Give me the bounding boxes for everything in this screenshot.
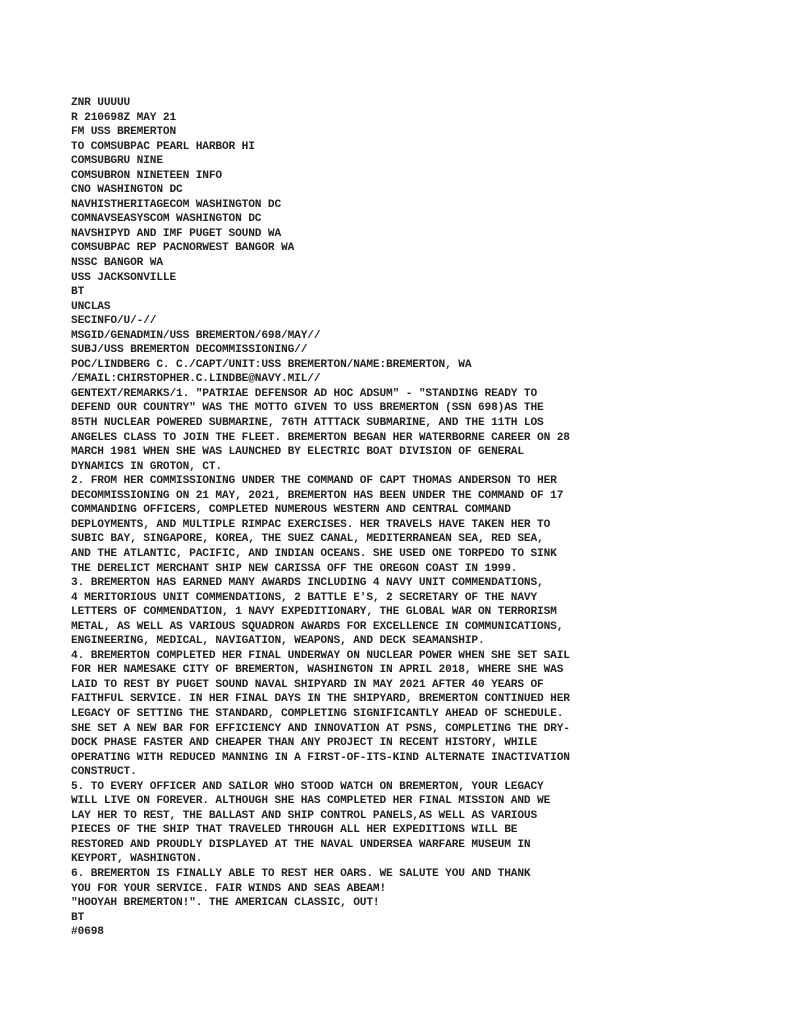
- body-line: 85TH NUCLEAR POWERED SUBMARINE, 76TH ATTTACK SUBMARINE, AND THE 11TH LOS: [71, 417, 544, 430]
- body-line: OPERATING WITH REDUCED MANNING IN A FIRST-OF-ITS-KIND ALTERNATE INACTIVATION: [71, 751, 570, 764]
- addressee-line: NAVHISTHERITAGECOM WASHINGTON DC: [71, 198, 282, 211]
- body-line: METAL, AS WELL AS VARIOUS SQUADRON AWARDS FOR EXCELLENCE IN COMMUNICATIONS,: [71, 620, 564, 633]
- body-line: ENGINEERING, MEDICAL, NAVIGATION, WEAPONS, AND DECK SEAMANSHIP.: [71, 635, 485, 648]
- body-line: CONSTRUCT.: [71, 766, 137, 779]
- naval-message: [71, 96, 771, 940]
- poc-line: POC/LINDBERG C. C./CAPT/UNIT:USS BREMERTON/NAME:BREMERTON, WA: [71, 358, 472, 371]
- addressee-line: USS JACKSONVILLE: [71, 271, 177, 284]
- message-serial: #0698: [71, 926, 104, 939]
- body-line: COMMANDING OFFICERS, COMPLETED NUMEROUS WESTERN AND CENTRAL COMMAND: [71, 504, 511, 517]
- subject-line: SUBJ/USS BREMERTON DECOMMISSIONING//: [71, 344, 308, 357]
- body-line: LAY HER TO REST, THE BALLAST AND SHIP CONTROL PANELS,AS WELL AS VARIOUS: [71, 809, 538, 822]
- body-line: DEPLOYMENTS, AND MULTIPLE RIMPAC EXERCISES. HER TRAVELS HAVE TAKEN HER TO: [71, 518, 551, 531]
- break-text-close: BT: [71, 911, 85, 924]
- body-line: LAID TO REST BY PUGET SOUND NAVAL SHIPYARD IN MAY 2021 AFTER 40 YEARS OF: [71, 678, 544, 691]
- body-line: "HOOYAH BREMERTON!". THE AMERICAN CLASSIC, OUT!: [71, 897, 380, 910]
- addressee-line: NAVSHIPYD AND IMF PUGET SOUND WA: [71, 227, 282, 240]
- body-line: SUBIC BAY, SINGAPORE, KOREA, THE SUEZ CANAL, MEDITERRANEAN SEA, RED SEA,: [71, 533, 544, 546]
- addressee-line: CNO WASHINGTON DC: [71, 184, 183, 197]
- body-line: GENTEXT/REMARKS/1. "PATRIAE DEFENSOR AD HOC ADSUM" - "STANDING READY TO: [71, 387, 538, 400]
- body-line: YOU FOR YOUR SERVICE. FAIR WINDS AND SEAS ABEAM!: [71, 882, 387, 895]
- msgid-line: MSGID/GENADMIN/USS BREMERTON/698/MAY//: [71, 329, 321, 342]
- body-line: LEGACY OF SETTING THE STANDARD, COMPLETING SIGNIFICANTLY AHEAD OF SCHEDULE.: [71, 707, 564, 720]
- from-line: FM USS BREMERTON: [71, 126, 177, 139]
- classification: UNCLAS: [71, 300, 111, 313]
- secinfo-line: SECINFO/U/-//: [71, 315, 157, 328]
- date-time-group: R 210698Z MAY 21: [71, 111, 177, 124]
- body-line: PIECES OF THE SHIP THAT TRAVELED THROUGH ALL HER EXPEDITIONS WILL BE: [71, 824, 518, 837]
- body-line: 4. BREMERTON COMPLETED HER FINAL UNDERWAY ON NUCLEAR POWER WHEN SHE SET SAIL: [71, 649, 570, 662]
- body-line: RESTORED AND PROUDLY DISPLAYED AT THE NAVAL UNDERSEA WARFARE MUSEUM IN: [71, 838, 531, 851]
- break-text-open: BT: [71, 286, 85, 299]
- body-line: LETTERS OF COMMENDATION, 1 NAVY EXPEDITIONARY, THE GLOBAL WAR ON TERRORISM: [71, 606, 557, 619]
- body-line: MARCH 1981 WHEN SHE WAS LAUNCHED BY ELECTRIC BOAT DIVISION OF GENERAL: [71, 446, 524, 459]
- body-line: DOCK PHASE FASTER AND CHEAPER THAN ANY PROJECT IN RECENT HISTORY, WHILE: [71, 737, 538, 750]
- body-line: WILL LIVE ON FOREVER. ALTHOUGH SHE HAS COMPLETED HER FINAL MISSION AND WE: [71, 795, 551, 808]
- body-line: THE DERELICT MERCHANT SHIP NEW CARISSA OFF THE OREGON COAST IN 1999.: [71, 562, 518, 575]
- body-line: 3. BREMERTON HAS EARNED MANY AWARDS INCLUDING 4 NAVY UNIT COMMENDATIONS,: [71, 577, 544, 590]
- body-line: 4 MERITORIOUS UNIT COMMENDATIONS, 2 BATTLE E'S, 2 SECRETARY OF THE NAVY: [71, 591, 538, 604]
- body-line: FAITHFUL SERVICE. IN HER FINAL DAYS IN THE SHIPYARD, BREMERTON CONTINUED HER: [71, 693, 570, 706]
- body-line: DYNAMICS IN GROTON, CT.: [71, 460, 222, 473]
- addressee-line: COMSUBRON NINETEEN INFO: [71, 169, 222, 182]
- routing-indicator: ZNR UUUUU: [71, 97, 131, 109]
- body-line: AND THE ATLANTIC, PACIFIC, AND INDIAN OCEANS. SHE USED ONE TORPEDO TO SINK: [71, 547, 557, 560]
- to-line: TO COMSUBPAC PEARL HARBOR HI: [71, 140, 255, 153]
- addressee-line: COMNAVSEASYSCOM WASHINGTON DC: [71, 213, 262, 226]
- body-line: 2. FROM HER COMMISSIONING UNDER THE COMMAND OF CAPT THOMAS ANDERSON TO HER: [71, 475, 557, 488]
- addressee-line: COMSUBGRU NINE: [71, 155, 163, 168]
- body-line: FOR HER NAMESAKE CITY OF BREMERTON, WASHINGTON IN APRIL 2018, WHERE SHE WAS: [71, 664, 564, 677]
- body-line: 5. TO EVERY OFFICER AND SAILOR WHO STOOD WATCH ON BREMERTON, YOUR LEGACY: [71, 780, 544, 793]
- body-line: DECOMMISSIONING ON 21 MAY, 2021, BREMERTON HAS BEEN UNDER THE COMMAND OF 17: [71, 489, 564, 502]
- poc-email-line: /EMAIL:CHIRSTOPHER.C.LINDBE@NAVY.MIL//: [71, 373, 321, 386]
- body-line: ANGELES CLASS TO JOIN THE FLEET. BREMERTON BEGAN HER WATERBORNE CAREER ON 28: [71, 431, 570, 444]
- body-line: 6. BREMERTON IS FINALLY ABLE TO REST HER OARS. WE SALUTE YOU AND THANK: [71, 867, 531, 880]
- body-line: KEYPORT, WASHINGTON.: [71, 853, 203, 866]
- addressee-line: COMSUBPAC REP PACNORWEST BANGOR WA: [71, 242, 295, 255]
- body-line: SHE SET A NEW BAR FOR EFFICIENCY AND INNOVATION AT PSNS, COMPLETING THE DRY-: [71, 722, 570, 735]
- body-line: DEFEND OUR COUNTRY" WAS THE MOTTO GIVEN TO USS BREMERTON (SSN 698)AS THE: [71, 402, 544, 415]
- addressee-line: NSSC BANGOR WA: [71, 257, 163, 270]
- message-body: [71, 387, 771, 911]
